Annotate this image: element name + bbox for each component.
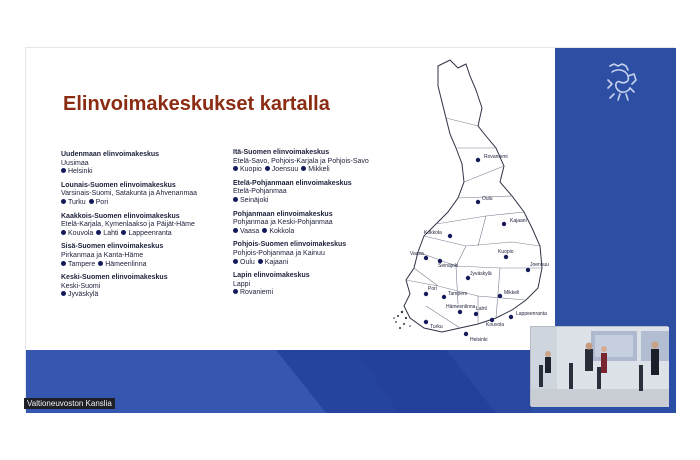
city-label: Lahti [103, 229, 119, 237]
group-heading: Pohjois-Suomen elinvoimakeskus [233, 241, 347, 249]
map-label-kouvola: Kouvola [486, 322, 505, 328]
map-label-jyvaskyla: Jyväskylä [470, 271, 492, 277]
press-conference-image [531, 327, 669, 407]
city-label: Jyväskylä [68, 291, 99, 299]
city-label: Kouvola [68, 229, 94, 237]
group-cities [61, 261, 246, 270]
map-dot-kokkola [448, 234, 452, 238]
group-region: Etelä-Savo, Pohjois-Karjala ja Pohjois-Savo [233, 157, 369, 165]
group-region: Etelä-Karjala, Kymenlaakso ja Päijät-Häme [61, 221, 195, 229]
group-region: Uusimaa [61, 159, 89, 167]
map-dot-kuopio [504, 255, 508, 259]
group-sisa-suomi [61, 243, 246, 269]
map-dot-turku [424, 320, 428, 324]
city-label: Kokkola [269, 227, 295, 235]
city-label: Kuopio [240, 166, 262, 174]
map-dot-joensuu [526, 268, 530, 272]
city-label: Rovaniemi [240, 289, 274, 297]
city-label: Pori [95, 198, 109, 206]
map-label-vaasa: Vaasa [410, 251, 424, 257]
map-label-kuopio: Kuopio [498, 249, 514, 255]
group-heading: Lounais-Suomen elinvoimakeskus [61, 181, 176, 189]
finland-map [366, 56, 549, 346]
city-label: Kajaani [264, 258, 289, 266]
map-label-lahti: Lahti [476, 306, 487, 312]
map-label-seinajoki: Seinäjoki [438, 263, 459, 269]
city-label: Mikkeli [308, 166, 330, 174]
finland-outline [404, 60, 542, 332]
group-heading: Uudenmaan elinvoimakeskus [61, 151, 160, 158]
city-label: Joensuu [271, 166, 299, 174]
map-dot-pori [424, 292, 428, 296]
map-dot-tampere [442, 295, 446, 299]
city-label: Turku [68, 198, 86, 206]
city-label: Hämeenlinna [105, 260, 147, 268]
city-label: Seinäjoki [240, 196, 269, 204]
group-heading: Keski-Suomen elinvoimakeskus [61, 274, 168, 282]
group-heading: Kaakkois-Suomen elinvoimakeskus [61, 212, 180, 220]
group-region: Keski-Suomi [61, 282, 101, 290]
map-dot-kajaani [502, 222, 506, 226]
map-dot-helsinki [464, 332, 468, 336]
group-keski-suomi [61, 274, 246, 300]
group-region: Pohjanmaa ja Keski-Pohjanmaa [233, 219, 333, 227]
map-label-hameenlinna: Hämeenlinna [446, 304, 476, 310]
group-region: Pohjois-Pohjanmaa ja Kainuu [233, 249, 325, 257]
group-region: Pirkanmaa ja Kanta-Häme [61, 251, 144, 259]
map-label-helsinki: Helsinki [470, 337, 488, 343]
city-label: Tampere [68, 260, 96, 268]
group-heading: Itä-Suomen elinvoimakeskus [233, 149, 330, 156]
group-heading: Etelä-Pohjanmaan elinvoimakeskus [233, 179, 352, 187]
group-region: Lappi [233, 280, 251, 288]
city-label: Oulu [240, 258, 255, 266]
group-uusimaa [61, 151, 246, 177]
group-heading: Sisä-Suomen elinvoimakeskus [61, 243, 164, 251]
group-kaakkois-suomi [61, 213, 246, 239]
group-heading: Pohjanmaan elinvoimakeskus [233, 210, 333, 218]
coat-of-arms-lion-icon [604, 62, 640, 102]
map-label-joensuu: Joensuu [530, 262, 549, 268]
map-label-tampere: Tampere [448, 291, 468, 297]
map-dot-oulu [476, 200, 480, 204]
group-region: Varsinais-Suomi, Satakunta ja Ahvenanmaa [61, 190, 198, 198]
group-heading: Lapin elinvoimakeskus [233, 272, 310, 280]
group-cities [61, 230, 246, 239]
map-dot-rovaniemi [476, 158, 480, 162]
map-label-kokkola: Kokkola [424, 230, 442, 236]
map-label-kajaani: Kajaani [510, 218, 527, 224]
group-region: Etelä-Pohjanmaa [233, 188, 287, 196]
map-dot-lahti [474, 312, 478, 316]
map-label-turku: Turku [430, 324, 443, 330]
map-dot-lappeenranta [509, 315, 513, 319]
map-label-pori: Pori [428, 286, 437, 292]
city-label: Vaasa [240, 227, 260, 235]
city-label: Helsinki [68, 168, 93, 176]
map-dot-vaasa [424, 256, 428, 260]
group-cities [61, 291, 246, 300]
map-label-mikkeli: Mikkeli [504, 290, 520, 296]
speaker-video-inset [530, 326, 668, 406]
map-dot-hameenlinna [458, 310, 462, 314]
left-column [61, 151, 246, 305]
group-lounais-suomi [61, 182, 246, 208]
city-label: Lappeenranta [128, 229, 172, 237]
map-label-oulu: Oulu [482, 196, 493, 202]
slide-title: Elinvoimakeskukset kartalla [63, 93, 330, 115]
broadcaster-caption: Valtioneuvoston Kanslia [24, 398, 115, 409]
map-label-lappeenranta: Lappeenranta [516, 311, 547, 317]
map-dot-mikkeli [498, 294, 502, 298]
group-cities [61, 168, 246, 177]
group-cities [61, 199, 246, 208]
map-label-rovaniemi: Rovaniemi [484, 154, 508, 160]
